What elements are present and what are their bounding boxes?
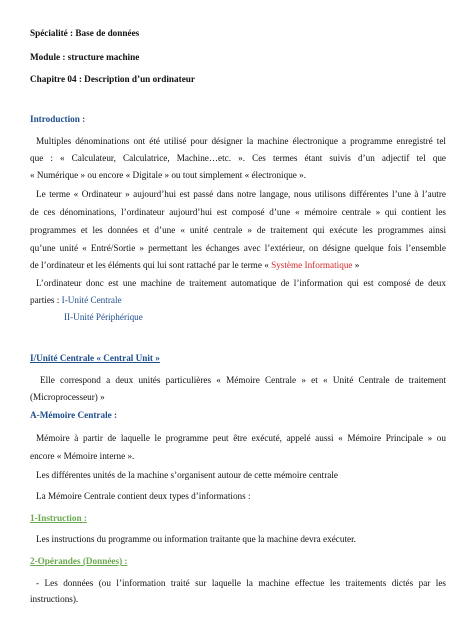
parties-label: parties : — [30, 295, 62, 305]
operandes-line2: instructions). — [30, 594, 79, 604]
operandes-line1: - Les données (ou l’information traité sur laquelle la machine effectue les traitements dictés par les — [36, 578, 446, 588]
intro-p3-line2 — [30, 294, 446, 306]
instruction-heading: 1-Instruction : — [30, 513, 87, 523]
systeme-informatique-term: Système Informatique — [271, 260, 353, 270]
intro-p2-line1: Le terme « Ordinateur » aujourd’hui est passé dans notre langage, nous utilisons différentes l’une à l’autre — [36, 189, 446, 199]
specialite-line: Spécialité : Base de données — [30, 28, 140, 38]
intro-p1-line1: Multiples dénominations ont été utilisé pour désigner la machine électronique a programme enregistré tel — [36, 136, 446, 146]
instruction-text: Les instructions du programme ou information traitante que la machine devra exécuter. — [36, 534, 356, 544]
section1-p4: La Mémoire Centrale contient deux types d’informations : — [36, 491, 251, 501]
chapitre-line: Chapitre 04 : Description d’un ordinateur — [30, 74, 195, 84]
intro-p2-line3: programmes et les données et d’une « unité centrale » de traitement qui exécute les programmes ainsi — [30, 225, 446, 235]
section1-p1-line2: (Microprocesseur) » — [30, 392, 105, 402]
section1-p1-line1: Elle correspond a deux unités particulières « Mémoire Centrale » et « Unité Centrale de traitement — [40, 375, 446, 385]
intro-p1-line2: que : « Calculateur, Calculatrice, Machine…etc. ». Ces termes étant suivis d’un adjectif tel que — [30, 153, 446, 163]
intro-p1-line3: « Numérique » ou encore « Digitale » ou tout simplement « électronique ». — [30, 170, 307, 180]
module-line: Module : structure machine — [30, 52, 140, 62]
intro-p2-line5 — [30, 259, 446, 271]
section1-heading: I/Unité Centrale « Central Unit » — [30, 353, 160, 363]
intro-p2-line2: de ces dénominations, l’ordinateur aujourd’hui est composé d’une « mémoire centrale » qui contient les — [30, 207, 446, 217]
unite-peripherique-item: II-Unité Périphérique — [64, 312, 143, 322]
intro-p3-line1: L’ordinateur donc est une machine de traitement automatique de l’information qui est composé de deux — [36, 278, 446, 288]
section1-p2-line1: Mémoire à partir de laquelle le programme peut être exécuté, appelé aussi « Mémoire Principale » ou — [36, 433, 446, 443]
unite-centrale-item: I-Unité Centrale — [61, 295, 122, 305]
intro-p2-line4: qu’une unité « Entré/Sortie » permettant les échanges avec l’extérieur, on désigne quelque fois l’ensemble — [30, 243, 446, 253]
memoire-centrale-heading: A-Mémoire Centrale : — [30, 410, 118, 420]
intro-p2-line5-end: » — [352, 260, 360, 270]
section1-p2-line2: encore « Mémoire interne ». — [30, 451, 135, 461]
operandes-heading: 2-Opérandes (Données) : — [30, 556, 128, 566]
section1-p3: Les différentes unités de la machine s’organisent autour de cette mémoire centrale — [36, 470, 338, 480]
intro-p2-line5-start: de l’ordinateur et les éléments qui lui sont rattaché par le terme « — [30, 260, 272, 270]
intro-heading: Introduction : — [30, 114, 86, 124]
